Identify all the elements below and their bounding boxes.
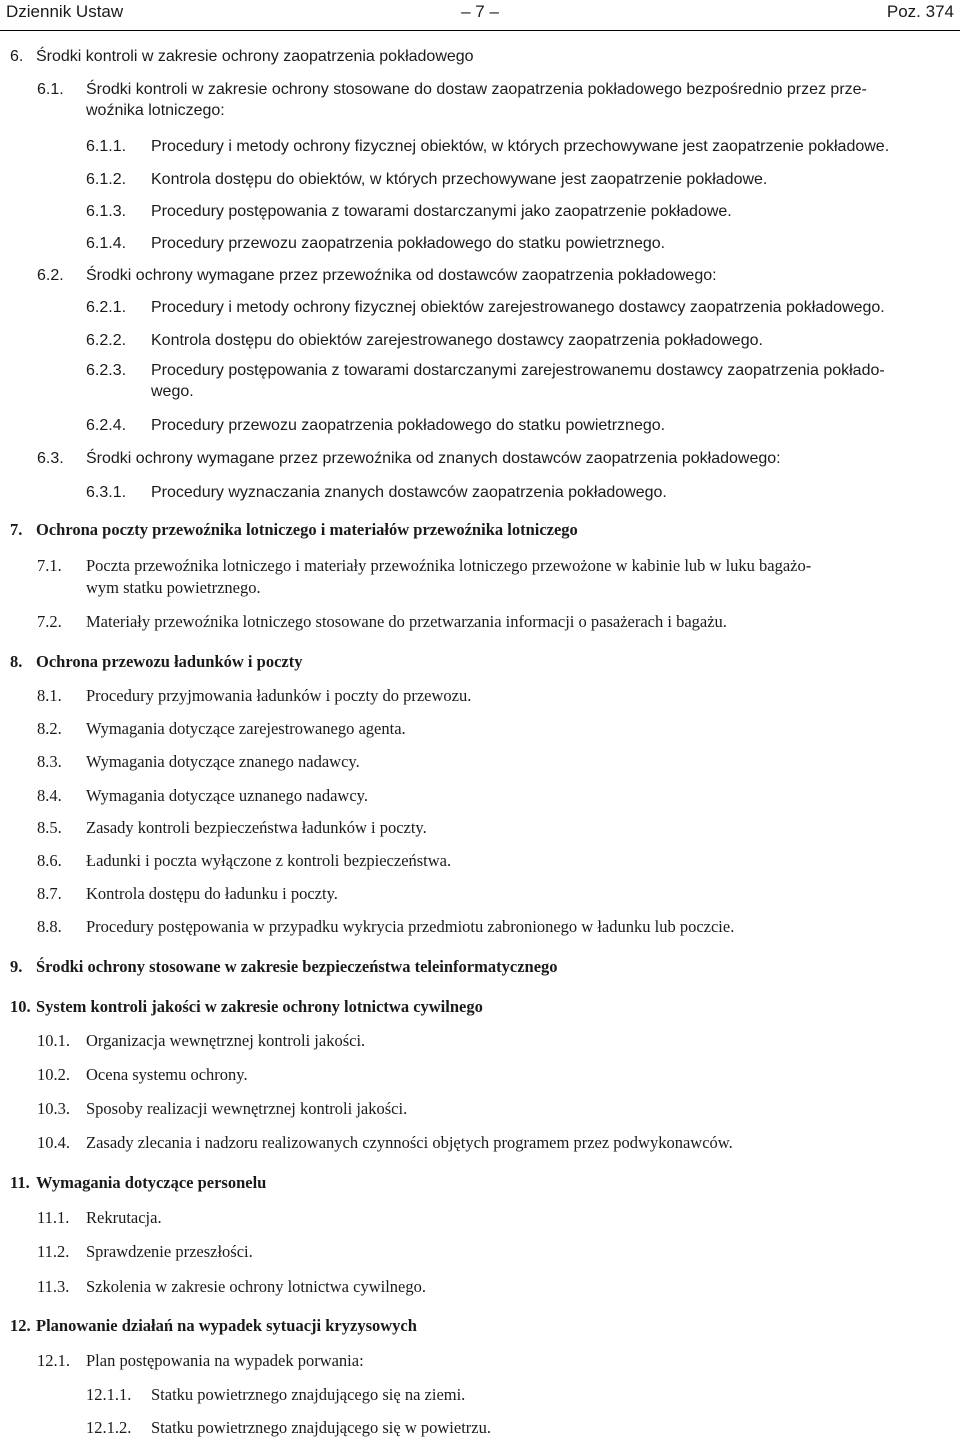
item-text: Procedury wyznaczania znanych dostawców zaopatrzenia pokładowego.: [151, 484, 667, 501]
item-text: Procedury przyjmowania ładunków i poczty do przewozu.: [86, 686, 472, 705]
item-number: 10.3.: [37, 1099, 70, 1118]
item-number: 10.1.: [37, 1031, 70, 1050]
item-text: Sprawdzenie przeszłości.: [86, 1242, 253, 1261]
page-number: – 7 –: [461, 2, 499, 21]
item-number: 6.3.: [37, 450, 64, 467]
item-number: 11.: [10, 1173, 30, 1192]
item-text: Procedury przewozu zaopatrzenia pokładowego do statku powietrznego.: [151, 417, 666, 434]
item-text: Procedury i metody ochrony fizycznej obiektów, w których przechowywane jest zaopatrzenie pokładowe.: [151, 138, 890, 155]
item-text: Sposoby realizacji wewnętrznej kontroli jakości.: [86, 1099, 408, 1118]
item-text: Środki ochrony stosowane w zakresie bezpieczeństwa teleinformatycznego: [36, 957, 558, 976]
item-number: 6.1.3.: [86, 203, 127, 220]
item-number: 6.: [10, 48, 24, 65]
item-text: Wymagania dotyczące personelu: [36, 1173, 267, 1192]
item-text: Statku powietrznego znajdującego się na ziemi.: [151, 1385, 466, 1404]
item-text: Ocena systemu ochrony.: [86, 1065, 248, 1084]
item-text: System kontroli jakości w zakresie ochrony lotnictwa cywilnego: [36, 997, 483, 1016]
item-text: Kontrola dostępu do obiektów zarejestrowanego dostawcy zaopatrzenia pokładowego.: [151, 332, 763, 349]
item-text: Procedury postępowania z towarami dostarczanymi jako zaopatrzenie pokładowe.: [151, 203, 732, 220]
item-number: 6.2.2.: [86, 332, 127, 349]
item-text: Wymagania dotyczące uznanego nadawcy.: [86, 786, 368, 805]
journal-title: Dziennik Ustaw: [6, 2, 124, 21]
item-text: Kontrola dostępu do ładunku i poczty.: [86, 884, 338, 903]
item-number: 8.2.: [37, 719, 62, 738]
item-text: Ładunki i poczta wyłączone z kontroli bezpieczeństwa.: [86, 851, 452, 870]
item-number: 11.3.: [37, 1277, 70, 1296]
item-number: 7.2.: [37, 612, 62, 631]
item-text: Środki kontroli w zakresie ochrony stosowane do dostaw zaopatrzenia pokładowego bezpośrednio przez prze-: [86, 81, 867, 98]
item-text: Procedury postępowania z towarami dostarczanymi zarejestrowanemu dostawcy zaopatrzenia pokłado-: [151, 362, 885, 379]
item-number: 7.: [10, 520, 23, 539]
item-text: Zasady zlecania i nadzoru realizowanych czynności objętych programem przez podwykonawców.: [86, 1133, 733, 1152]
item-text: woźnika lotniczego:: [86, 102, 225, 119]
item-text: Materiały przewoźnika lotniczego stosowane do przetwarzania informacji o pasażerach i bagażu.: [86, 612, 727, 631]
item-number: 10.: [10, 997, 31, 1016]
item-text: Procedury przewozu zaopatrzenia pokładowego do statku powietrznego.: [151, 235, 666, 252]
item-text: Kontrola dostępu do obiektów, w których przechowywane jest zaopatrzenie pokładowe.: [151, 171, 768, 188]
item-number: 11.2.: [37, 1242, 70, 1261]
item-number: 6.2.1.: [86, 299, 127, 316]
item-text: Procedury i metody ochrony fizycznej obiektów zarejestrowanego dostawcy zaopatrzenia pokładowego.: [151, 299, 885, 316]
item-number: 8.5.: [37, 818, 62, 837]
item-text: Planowanie działań na wypadek sytuacji kryzysowych: [36, 1316, 417, 1335]
position-number: Poz. 374: [886, 2, 954, 21]
item-text: Plan postępowania na wypadek porwania:: [86, 1351, 364, 1370]
item-text: Wymagania dotyczące znanego nadawcy.: [86, 752, 360, 771]
item-text: Rekrutacja.: [86, 1208, 162, 1227]
item-text: Środki ochrony wymagane przez przewoźnika od dostawców zaopatrzenia pokładowego:: [86, 267, 717, 284]
item-number: 8.8.: [37, 917, 62, 936]
item-number: 8.6.: [37, 851, 62, 870]
item-text: Ochrona przewozu ładunków i poczty: [36, 652, 303, 671]
item-number: 12.: [10, 1316, 31, 1335]
item-number: 8.4.: [37, 786, 62, 805]
item-number: 10.2.: [37, 1065, 70, 1084]
item-number: 6.2.3.: [86, 362, 127, 379]
item-text: Szkolenia w zakresie ochrony lotnictwa cywilnego.: [86, 1277, 426, 1296]
item-text: Procedury postępowania w przypadku wykrycia przedmiotu zabronionego w ładunku lub poczcie.: [86, 917, 735, 936]
item-text: Wymagania dotyczące zarejestrowanego agenta.: [86, 719, 406, 738]
item-text: Środki kontroli w zakresie ochrony zaopatrzenia pokładowego: [36, 48, 474, 65]
item-text: Organizacja wewnętrznej kontroli jakości.: [86, 1031, 366, 1050]
item-text: wego.: [151, 383, 194, 400]
item-number: 12.1.: [37, 1351, 70, 1370]
item-number: 8.1.: [37, 686, 62, 705]
item-number: 12.1.1.: [86, 1385, 132, 1404]
item-text: Zasady kontroli bezpieczeństwa ładunków i poczty.: [86, 818, 427, 837]
item-number: 6.3.1.: [86, 484, 127, 501]
item-text: Statku powietrznego znajdującego się w powietrzu.: [151, 1418, 491, 1437]
item-number: 9.: [10, 957, 23, 976]
item-number: 8.: [10, 652, 23, 671]
item-number: 6.2.4.: [86, 417, 127, 434]
item-number: 10.4.: [37, 1133, 70, 1152]
item-number: 12.1.2.: [86, 1418, 132, 1437]
item-number: 6.1.1.: [86, 138, 127, 155]
item-text: Poczta przewoźnika lotniczego i materiały przewoźnika lotniczego przewożone w kabinie lub w luku bagażo-: [86, 556, 812, 575]
item-text: Środki ochrony wymagane przez przewoźnika od znanych dostawców zaopatrzenia pokładowego:: [86, 450, 781, 467]
item-number: 8.7.: [37, 884, 62, 903]
item-number: 6.2.: [37, 267, 64, 284]
item-number: 7.1.: [37, 556, 62, 575]
item-number: 6.1.4.: [86, 235, 127, 252]
item-number: 8.3.: [37, 752, 62, 771]
page-header: [0, 0, 960, 31]
item-text: Ochrona poczty przewoźnika lotniczego i materiałów przewoźnika lotniczego: [36, 520, 578, 539]
item-text: wym statku powietrznego.: [86, 578, 261, 597]
item-number: 6.1.: [37, 81, 64, 98]
item-number: 6.1.2.: [86, 171, 127, 188]
item-number: 11.1.: [37, 1208, 70, 1227]
